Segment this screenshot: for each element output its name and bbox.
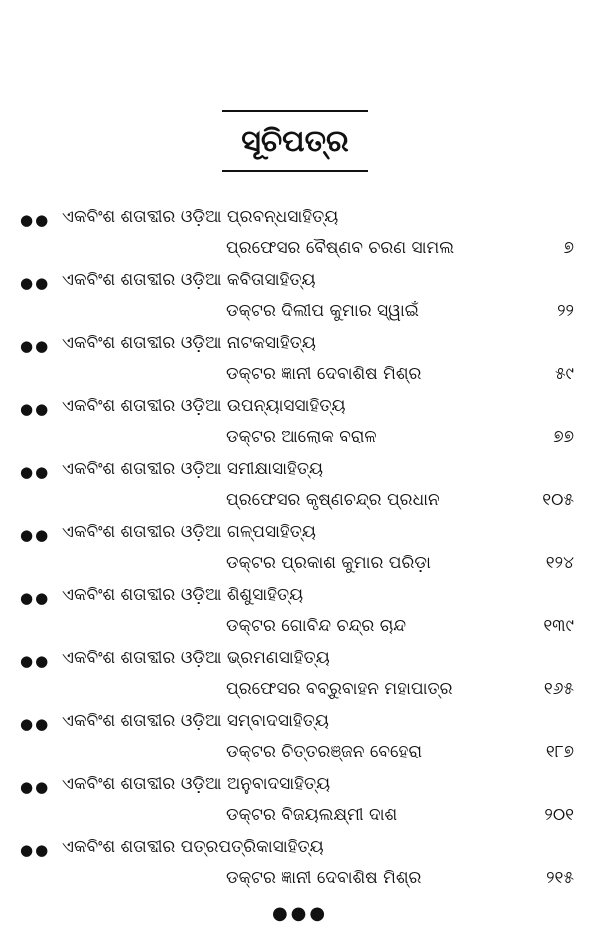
toc-entry: [0, 267, 600, 330]
chapter-title: ଏକବିଂଶ ଶତାବ୍ଦୀର ଓଡ଼ିଆ ନାଟକସାହିତ୍ୟ: [62, 333, 316, 353]
bullet-marker: ●●: [20, 715, 51, 733]
page-number: ୧୦୫: [542, 490, 574, 510]
chapter-author: ଡକ୍ଟର ପ୍ରକାଶ କୁମାର ପରିଡ଼ା: [226, 553, 431, 573]
toc-entry: [0, 645, 600, 708]
bullet-marker: ●●: [20, 211, 51, 229]
page-number: ୨୨: [557, 301, 574, 321]
chapter-author: ଡକ୍ଟର ଜ୍ଞାନୀ ଦେବାଶିଷ ମିଶ୍ର: [226, 364, 422, 384]
page-number: ୭୭: [553, 427, 574, 447]
toc-entry: [0, 456, 600, 519]
bullet-marker: ●●: [20, 841, 51, 859]
chapter-author: ଡକ୍ଟର ଆଲୋକ ବରାଳ: [226, 427, 377, 447]
toc-entry: [0, 708, 600, 771]
toc-entry: [0, 582, 600, 645]
page-number: ୨୦୧: [544, 805, 574, 825]
bullet-marker: ●●: [20, 652, 51, 670]
page-number: ୧୮୭: [545, 742, 574, 762]
bullet-marker: ●●: [20, 400, 51, 418]
bullet-marker: ●●: [20, 778, 51, 796]
toc-entry: [0, 393, 600, 456]
chapter-title: ଏକବିଂଶ ଶତାବ୍ଦୀର ଓଡ଼ିଆ ଗଳ୍ପସାହିତ୍ୟ: [62, 522, 316, 542]
chapter-title: ଏକବିଂଶ ଶତାବ୍ଦୀର ଓଡ଼ିଆ ଭ୍ରମଣସାହିତ୍ୟ: [62, 648, 330, 668]
page-title: ସୂଚିପତ୍ର: [241, 124, 349, 159]
chapter-title: ଏକବିଂଶ ଶତାବ୍ଦୀର ଓଡ଼ିଆ ଶିଶୁସାହିତ୍ୟ: [62, 585, 304, 605]
bullet-marker: ●●: [20, 526, 51, 544]
page-number: ୨୧୫: [546, 868, 574, 888]
chapter-author: ପ୍ରଫେସର କୃଷ୍ଣଚନ୍ଦ୍ର ପ୍ରଧାନ: [226, 490, 440, 510]
title-rule-bottom: [222, 170, 368, 172]
bullet-marker: ●●: [20, 589, 51, 607]
bullet-marker: ●●: [20, 463, 51, 481]
bullet-marker: ●●: [20, 337, 51, 355]
chapter-title: ଏକବିଂଶ ଶତାବ୍ଦୀର ପତ୍ରପତ୍ରିକାସାହିତ୍ୟ: [62, 837, 324, 857]
chapter-title: ଏକବିଂଶ ଶତାବ୍ଦୀର ଓଡ଼ିଆ ସମୀକ୍ଷାସାହିତ୍ୟ: [62, 459, 324, 479]
toc-entry: [0, 330, 600, 393]
page-number: ୧୬୫: [543, 679, 574, 699]
title-block: [222, 110, 368, 172]
chapter-title: ଏକବିଂଶ ଶତାବ୍ଦୀର ଓଡ଼ିଆ ଅନୁବାଦସାହିତ୍ୟ: [62, 774, 331, 794]
chapter-title: ଏକବିଂଶ ଶତାବ୍ଦୀର ଓଡ଼ିଆ ପ୍ରବନ୍ଧସାହିତ୍ୟ: [62, 207, 339, 227]
end-ornament: ●●●: [271, 903, 329, 924]
chapter-author: ଡକ୍ଟର ବିଜୟଲକ୍ଷ୍ମୀ ଦାଶ: [226, 805, 398, 825]
chapter-title: ଏକବିଂଶ ଶତାବ୍ଦୀର ଓଡ଼ିଆ କବିତାସାହିତ୍ୟ: [62, 270, 316, 290]
chapter-author: ପ୍ରଫେସର ବବ୍ରୁବାହନ ମହାପାତ୍ର: [226, 679, 453, 699]
toc-entry: [0, 771, 600, 834]
toc-entry: [0, 519, 600, 582]
chapter-author: ଡକ୍ଟର ଦିଲୀପ କୁମାର ସ୍ୱାଇଁ: [226, 301, 419, 321]
chapter-author: ଡକ୍ଟର ଜ୍ଞାନୀ ଦେବାଶିଷ ମିଶ୍ର: [226, 868, 422, 888]
page-number: ୫୯: [554, 364, 574, 384]
table-of-contents: [0, 204, 600, 894]
toc-entry: [0, 204, 600, 267]
chapter-author: ଡକ୍ଟର ଚିତ୍ତରଞ୍ଜନ ବେହେରା: [226, 742, 422, 762]
chapter-title: ଏକବିଂଶ ଶତାବ୍ଦୀର ଓଡ଼ିଆ ସମ୍ବାଦସାହିତ୍ୟ: [62, 711, 329, 731]
bullet-marker: ●●: [20, 274, 51, 292]
page-number: ୧୩୯: [543, 616, 574, 636]
chapter-author: ଡକ୍ଟର ଗୋବିନ୍ଦ ଚନ୍ଦ୍ର ଚାନ୍ଦ: [226, 616, 407, 636]
chapter-title: ଏକବିଂଶ ଶତାବ୍ଦୀର ଓଡ଼ିଆ ଉପନ୍ୟାସସାହିତ୍ୟ: [62, 396, 346, 416]
page-number: ୭: [563, 238, 574, 258]
chapter-author: ପ୍ରଫେସର ବୈଷ୍ଣବ ଚରଣ ସାମଲ: [226, 238, 455, 258]
page-number: ୧୨୪: [545, 553, 574, 573]
toc-entry: [0, 834, 600, 897]
title-rule-top: [222, 110, 368, 112]
